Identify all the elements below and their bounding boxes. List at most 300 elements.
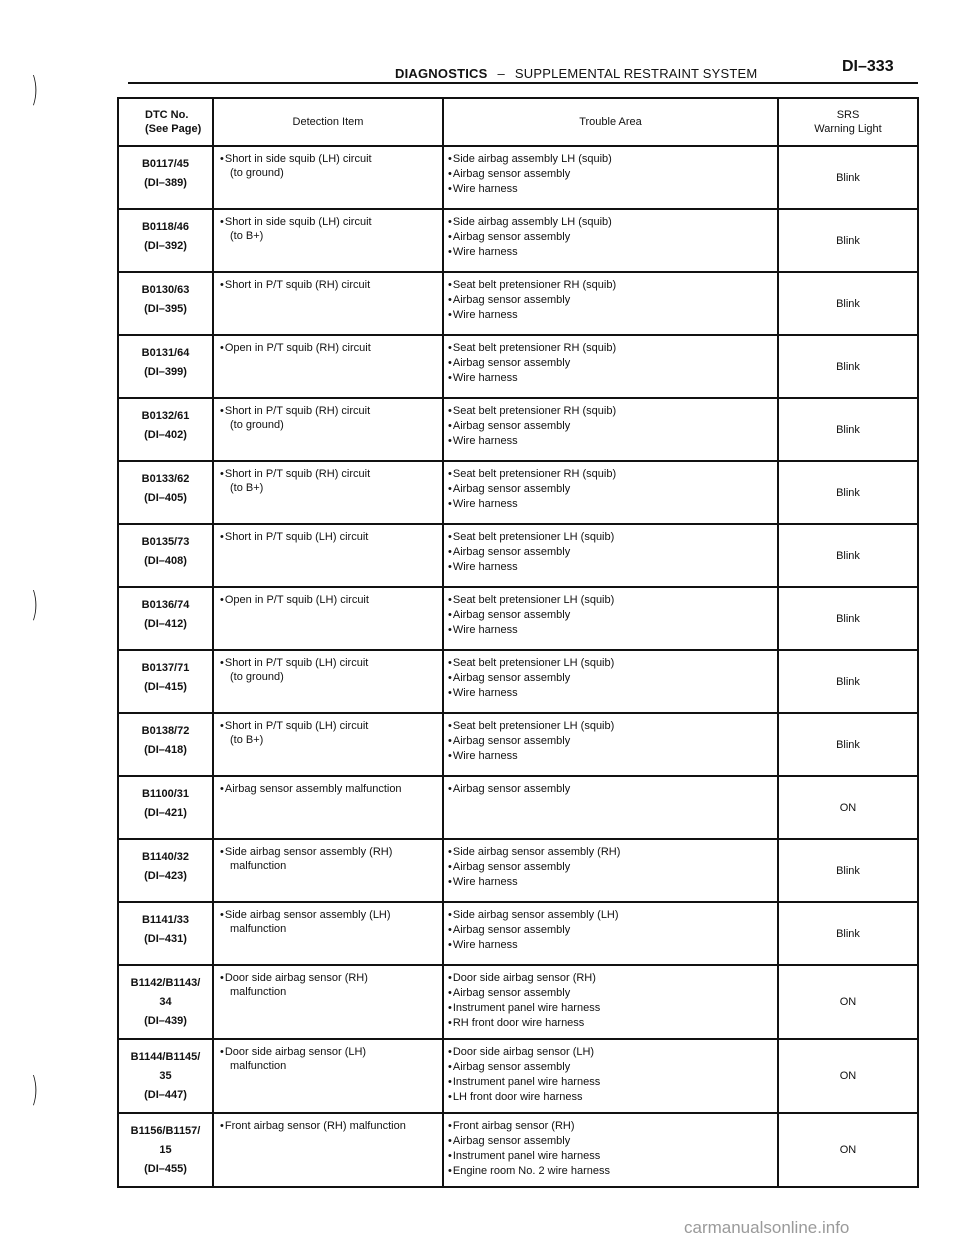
dtc-code: B1141/33 [141,914,190,926]
trouble-area-text: Door side airbag sensor (RH) [452,972,596,984]
trouble-area-text: Front airbag sensor (RH) [452,1120,575,1132]
trouble-area-item [448,1134,777,1149]
dtc-code: B0131/64 [141,347,190,359]
bullet: • [448,672,452,684]
binding-mark-middle: ) [30,585,39,625]
trouble-area-text: Airbag sensor assembly [452,861,571,873]
bullet: • [448,939,452,951]
dtc-see-page: (DI–415) [144,681,187,693]
dtc-code-cell [118,965,213,1039]
detection-item-text: malfunction [230,986,287,998]
trouble-area-item [448,1016,777,1031]
bullet: • [448,483,452,495]
dtc-see-page: (DI–405) [144,492,187,504]
watermark: carmanualsonline.info [684,1218,850,1237]
bullet: • [448,498,452,510]
dtc-see-page: (DI–395) [144,303,187,315]
table-row [118,272,918,335]
dtc-code-cell [118,272,213,335]
trouble-area-text: Instrument panel wire harness [452,1002,601,1014]
detection-item-cell [213,272,443,335]
detection-item-text: Short in side squib (LH) circuit [224,216,372,228]
bullet: • [220,972,224,984]
trouble-area-cell [443,524,778,587]
trouble-area-item [448,686,777,701]
detection-item-text: Short in P/T squib (LH) circuit [224,657,369,669]
dtc-see-page: (DI–423) [144,870,187,882]
trouble-area-item [448,482,777,497]
trouble-area-cell [443,398,778,461]
trouble-area-item [448,1045,777,1060]
bullet: • [448,561,452,573]
detection-item-cell [213,776,443,839]
trouble-area-item [448,986,777,1001]
trouble-area-item [448,875,777,890]
bullet: • [448,1061,452,1073]
dtc-see-page: (DI–447) [144,1089,187,1101]
trouble-area-item [448,671,777,686]
trouble-area-item [448,182,777,197]
trouble-area-text: Airbag sensor assembly [452,420,571,432]
bullet: • [448,624,452,636]
bullet: • [448,861,452,873]
trouble-area-item [448,434,777,449]
trouble-area-item [448,356,777,371]
detection-item-text: Short in P/T squib (RH) circuit [224,468,371,480]
trouble-area-text: Instrument panel wire harness [452,1076,601,1088]
bullet: • [220,405,224,417]
bullet: • [220,1120,224,1132]
binding-mark-top: ) [30,70,39,110]
trouble-area-item [448,497,777,512]
detection-item-text: (to ground) [230,419,284,431]
trouble-area-text: Seat belt pretensioner LH (squib) [452,594,615,606]
bullet: • [220,1046,224,1058]
trouble-area-item [448,152,777,167]
trouble-area-text: Door side airbag sensor (LH) [452,1046,595,1058]
detection-item-cell [213,335,443,398]
trouble-area-text: Wire harness [452,624,518,636]
detection-item-text: Door side airbag sensor (RH) [224,972,368,984]
detection-item-text: Side airbag sensor assembly (RH) [224,846,393,858]
warning-light-cell: ON [778,965,918,1039]
warning-light-cell: Blink [778,209,918,272]
trouble-area-cell [443,335,778,398]
bullet: • [448,435,452,447]
bullet: • [448,342,452,354]
trouble-area-cell [443,713,778,776]
page-number: DI–333 [842,58,894,75]
table-row [118,902,918,965]
bullet: • [448,876,452,888]
dtc-code: B1144/B1145/ [130,1051,201,1063]
trouble-area-cell [443,272,778,335]
dtc-code-cell [118,713,213,776]
dtc-code: B0135/73 [141,536,190,548]
trouble-area-item [448,293,777,308]
bullet: • [448,309,452,321]
dtc-see-page: (DI–439) [144,1015,187,1027]
bullet: • [448,468,452,480]
trouble-area-item [448,845,777,860]
bullet: • [448,1076,452,1088]
detection-item-cell [213,1113,443,1187]
bullet: • [220,216,224,228]
warning-light-cell: Blink [778,713,918,776]
header-srs-warning-light: SRS Warning Light [778,98,918,146]
bullet: • [448,372,452,384]
table-row [118,1113,918,1187]
trouble-area-text: Wire harness [452,309,518,321]
warning-light-cell: Blink [778,650,918,713]
trouble-area-cell [443,776,778,839]
trouble-area-text: Seat belt pretensioner RH (squib) [452,468,617,480]
trouble-area-item [448,278,777,293]
warning-light-cell: Blink [778,587,918,650]
dtc-code-cell [118,335,213,398]
dtc-code: 15 [159,1144,172,1156]
bullet: • [220,846,224,858]
trouble-area-text: Instrument panel wire harness [452,1150,601,1162]
warning-light-cell: Blink [778,461,918,524]
trouble-area-text: Airbag sensor assembly [452,231,571,243]
trouble-area-cell [443,965,778,1039]
detection-item-text: (to B+) [230,734,264,746]
dtc-see-page: (DI–412) [144,618,187,630]
detection-item-text: Short in P/T squib (LH) circuit [224,531,369,543]
dtc-code: B0130/63 [141,284,190,296]
trouble-area-item [448,908,777,923]
dtc-code: B0117/45 [141,158,190,170]
trouble-area-text: Airbag sensor assembly [452,546,571,558]
bullet: • [448,357,452,369]
table-row [118,965,918,1039]
warning-light-cell: Blink [778,146,918,209]
trouble-area-item [448,938,777,953]
table-row [118,587,918,650]
detection-item-text: Side airbag sensor assembly (LH) [224,909,391,921]
trouble-area-text: Airbag sensor assembly [452,294,571,306]
dtc-code-cell [118,524,213,587]
trouble-area-text: Airbag sensor assembly [452,357,571,369]
bullet: • [220,783,224,795]
trouble-area-text: Airbag sensor assembly [452,483,571,495]
bullet: • [220,909,224,921]
trouble-area-text: Wire harness [452,246,518,258]
trouble-area-item [448,656,777,671]
table-row [118,398,918,461]
trouble-area-cell [443,839,778,902]
detection-item-text: Airbag sensor assembly malfunction [224,783,402,795]
bullet: • [448,246,452,258]
trouble-area-item [448,308,777,323]
trouble-area-text: Side airbag sensor assembly (LH) [452,909,619,921]
title-separator: – [497,66,505,81]
trouble-area-text: Wire harness [452,498,518,510]
trouble-area-item [448,404,777,419]
trouble-area-text: Engine room No. 2 wire harness [452,1165,610,1177]
trouble-area-text: Airbag sensor assembly [452,672,571,684]
trouble-area-item [448,1075,777,1090]
trouble-area-item [448,371,777,386]
trouble-area-item [448,215,777,230]
trouble-area-item [448,467,777,482]
warning-light-cell: ON [778,1113,918,1187]
dtc-see-page: (DI–392) [144,240,187,252]
trouble-area-item [448,341,777,356]
trouble-area-item [448,1149,777,1164]
trouble-area-cell [443,461,778,524]
table-row [118,1039,918,1113]
table-row [118,335,918,398]
table-row [118,713,918,776]
subsection-title: SUPPLEMENTAL RESTRAINT SYSTEM [514,66,758,81]
bullet: • [448,1165,452,1177]
bullet: • [448,183,452,195]
dtc-code-cell [118,587,213,650]
detection-item-text: malfunction [230,1060,287,1072]
warning-light-cell: ON [778,776,918,839]
dtc-code: B0137/71 [141,662,190,674]
dtc-code-cell [118,1113,213,1187]
bullet: • [448,987,452,999]
bullet: • [448,657,452,669]
header-rule [128,82,918,84]
bullet: • [220,720,224,732]
trouble-area-text: Wire harness [452,183,518,195]
detection-item-cell [213,650,443,713]
table-row [118,524,918,587]
bullet: • [448,294,452,306]
dtc-code-cell [118,461,213,524]
detection-item-text: Door side airbag sensor (LH) [224,1046,367,1058]
dtc-code: 35 [159,1070,172,1082]
bullet: • [220,279,224,291]
bullet: • [448,846,452,858]
warning-light-cell: Blink [778,335,918,398]
detection-item-text: Open in P/T squib (LH) circuit [224,594,369,606]
bullet: • [448,420,452,432]
bullet: • [448,1017,452,1029]
trouble-area-text: Side airbag assembly LH (squib) [452,153,612,165]
bullet: • [448,609,452,621]
detection-item-text: malfunction [230,860,287,872]
trouble-area-cell [443,902,778,965]
trouble-area-item [448,623,777,638]
dtc-code-cell [118,776,213,839]
detection-item-cell [213,902,443,965]
trouble-area-cell [443,1039,778,1113]
trouble-area-cell [443,587,778,650]
bullet: • [448,531,452,543]
trouble-area-item [448,749,777,764]
trouble-area-text: Airbag sensor assembly [452,924,571,936]
detection-item-text: malfunction [230,923,287,935]
bullet: • [448,972,452,984]
detection-item-cell [213,713,443,776]
detection-item-text: (to B+) [230,230,264,242]
trouble-area-text: Wire harness [452,372,518,384]
bullet: • [448,750,452,762]
bullet: • [448,735,452,747]
trouble-area-item [448,860,777,875]
bullet: • [448,909,452,921]
dtc-code: B0118/46 [141,221,190,233]
bullet: • [448,1091,452,1103]
table-header-row [118,98,918,146]
bullet: • [448,924,452,936]
bullet: • [448,546,452,558]
dtc-code-cell [118,650,213,713]
bullet: • [448,216,452,228]
dtc-see-page: (DI–389) [144,177,187,189]
bullet: • [220,153,224,165]
trouble-area-item [448,545,777,560]
bullet: • [448,783,452,795]
trouble-area-item [448,923,777,938]
trouble-area-text: Airbag sensor assembly [452,987,571,999]
table-row [118,650,918,713]
trouble-area-item [448,1090,777,1105]
dtc-see-page: (DI–408) [144,555,187,567]
trouble-area-text: Wire harness [452,561,518,573]
trouble-area-item [448,971,777,986]
detection-item-cell [213,398,443,461]
section-title: DIAGNOSTICS [395,66,488,81]
detection-item-text: Short in P/T squib (RH) circuit [224,405,371,417]
trouble-area-item [448,530,777,545]
detection-item-cell [213,965,443,1039]
trouble-area-text: Airbag sensor assembly [452,168,571,180]
dtc-code: B1140/32 [141,851,190,863]
dtc-code-cell [118,146,213,209]
trouble-area-text: LH front door wire harness [452,1091,583,1103]
detection-item-text: (to ground) [230,671,284,683]
dtc-see-page: (DI–455) [144,1163,187,1175]
trouble-area-item [448,245,777,260]
trouble-area-text: Wire harness [452,687,518,699]
warning-light-cell: Blink [778,398,918,461]
detection-item-cell [213,839,443,902]
bullet: • [448,405,452,417]
dtc-see-page: (DI–402) [144,429,187,441]
trouble-area-text: Wire harness [452,876,518,888]
dtc-code: B1142/B1143/ [130,977,201,989]
trouble-area-item [448,1060,777,1075]
binding-mark-bottom: ) [30,1070,39,1110]
warning-light-cell: Blink [778,902,918,965]
bullet: • [448,1002,452,1014]
detection-item-cell [213,587,443,650]
bullet: • [448,1135,452,1147]
trouble-area-text: Airbag sensor assembly [452,609,571,621]
trouble-area-cell [443,650,778,713]
trouble-area-item [448,608,777,623]
dtc-table [117,97,919,1188]
dtc-code: B0138/72 [141,725,190,737]
trouble-area-cell [443,146,778,209]
detection-item-text: (to B+) [230,482,264,494]
trouble-area-text: Seat belt pretensioner RH (squib) [452,279,617,291]
dtc-code: B0136/74 [141,599,190,611]
table-row [118,776,918,839]
warning-light-cell: Blink [778,524,918,587]
dtc-code-cell [118,398,213,461]
trouble-area-item [448,419,777,434]
dtc-code-cell [118,902,213,965]
bullet: • [448,1120,452,1132]
trouble-area-text: RH front door wire harness [452,1017,585,1029]
dtc-code-cell [118,839,213,902]
table-row [118,461,918,524]
trouble-area-cell [443,209,778,272]
header-trouble-area: Trouble Area [443,98,778,146]
trouble-area-item [448,230,777,245]
warning-light-cell: ON [778,1039,918,1113]
dtc-table-body [118,146,918,1187]
detection-item-cell [213,524,443,587]
trouble-area-text: Seat belt pretensioner LH (squib) [452,657,615,669]
bullet: • [448,279,452,291]
trouble-area-text: Seat belt pretensioner RH (squib) [452,405,617,417]
bullet: • [220,594,224,606]
header-detection-item: Detection Item [213,98,443,146]
trouble-area-text: Airbag sensor assembly [452,1135,571,1147]
trouble-area-item [448,719,777,734]
dtc-see-page: (DI–418) [144,744,187,756]
bullet: • [220,657,224,669]
bullet: • [448,720,452,732]
bullet: • [220,468,224,480]
trouble-area-text: Airbag sensor assembly [452,783,571,795]
detection-item-text: Short in side squib (LH) circuit [224,153,372,165]
table-row [118,209,918,272]
detection-item-text: (to ground) [230,167,284,179]
warning-light-cell: Blink [778,272,918,335]
page-header-title [395,66,757,81]
trouble-area-item [448,560,777,575]
dtc-see-page: (DI–431) [144,933,187,945]
table-row [118,839,918,902]
dtc-code: B0132/61 [141,410,190,422]
bullet: • [220,342,224,354]
detection-item-cell [213,461,443,524]
dtc-code: B0133/62 [141,473,190,485]
dtc-code: 34 [159,996,172,1008]
detection-item-cell [213,209,443,272]
dtc-see-page: (DI–421) [144,807,187,819]
trouble-area-item [448,1001,777,1016]
trouble-area-cell [443,1113,778,1187]
bullet: • [448,1046,452,1058]
dtc-see-page: (DI–399) [144,366,187,378]
trouble-area-item [448,1164,777,1179]
trouble-area-text: Seat belt pretensioner LH (squib) [452,531,615,543]
trouble-area-text: Seat belt pretensioner LH (squib) [452,720,615,732]
trouble-area-text: Wire harness [452,435,518,447]
detection-item-text: Short in P/T squib (LH) circuit [224,720,369,732]
trouble-area-item [448,782,777,797]
trouble-area-item [448,1119,777,1134]
bullet: • [220,531,224,543]
trouble-area-text: Wire harness [452,939,518,951]
bullet: • [448,1150,452,1162]
header-dtc-no: DTC No. (See Page) [118,98,213,146]
detection-item-text: Short in P/T squib (RH) circuit [224,279,371,291]
detection-item-text: Open in P/T squib (RH) circuit [224,342,371,354]
table-row [118,146,918,209]
bullet: • [448,231,452,243]
